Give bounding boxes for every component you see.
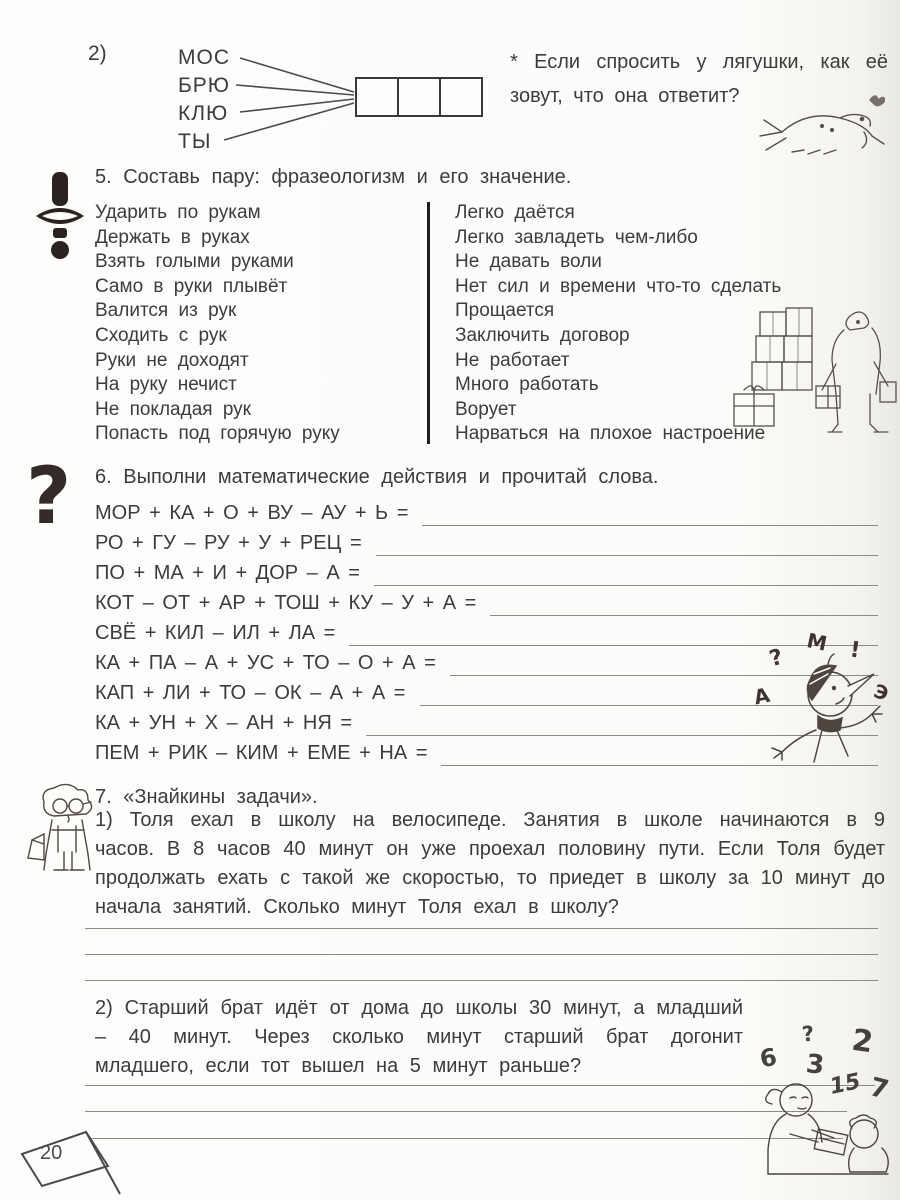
exercise6-title: 6. Выполни математические действия и прочитай слова. bbox=[95, 466, 659, 488]
equation-text: ПО + МА + И + ДОР – А = bbox=[95, 562, 360, 584]
syllable-bryu: БРЮ bbox=[178, 74, 231, 97]
list-item: Держать в руках bbox=[95, 226, 250, 248]
equation-text: КОТ – ОТ + АР + ТОШ + КУ – У + А = bbox=[95, 592, 477, 614]
syllable-klyu: КЛЮ bbox=[178, 102, 229, 125]
list-item: Взять голыми руками bbox=[95, 251, 294, 273]
frog-illustration bbox=[752, 92, 892, 160]
answer-cell-1[interactable] bbox=[355, 77, 399, 117]
list-item: Не работает bbox=[455, 349, 570, 371]
znayka-illustration bbox=[24, 782, 102, 882]
question-icon: ? bbox=[26, 452, 72, 542]
answer-blank[interactable] bbox=[376, 531, 878, 556]
frog-question-note: * Если спросить у лягушки, как её зовут, что она ответит? bbox=[510, 51, 888, 107]
list-item: Нарваться на плохое настроение bbox=[455, 423, 766, 445]
list-item: Попасть под горячую руку bbox=[95, 423, 340, 445]
problem-1-text: 1) Толя ехал в школу на велосипеде. Занятия в школе начинаются в 9 часов. В 8 часов 40 минут он уже проехал половину пути. Если Толя будет продолжать ехать с такой же скоростью, то приедет в школу за 10 минут до начала занятий. Сколько минут Толя ехал в школу? bbox=[95, 809, 885, 918]
doodle-number: 7 bbox=[866, 1072, 892, 1106]
answer-blank[interactable] bbox=[490, 591, 878, 616]
doodle-number: 3 bbox=[804, 1049, 826, 1081]
juggled-letter: ? bbox=[766, 644, 786, 673]
juggled-letter: ! bbox=[848, 637, 862, 664]
answer-line[interactable] bbox=[85, 1085, 875, 1086]
flag-shape bbox=[14, 1124, 124, 1196]
list-item: Руки не доходят bbox=[95, 349, 249, 371]
answer-cell-3[interactable] bbox=[441, 77, 483, 117]
list-item: Легко даётся bbox=[455, 202, 575, 223]
doodle-number: ? bbox=[800, 1021, 816, 1047]
syllable-mos: МОС bbox=[178, 46, 230, 69]
equation-text: СВЁ + КИЛ – ИЛ + ЛА = bbox=[95, 622, 336, 644]
list-item: Валится из рук bbox=[95, 300, 237, 322]
juggled-letter: М bbox=[804, 628, 830, 656]
list-item: Заключить договор bbox=[455, 324, 630, 346]
pinocchio-illustration bbox=[752, 622, 900, 792]
answer-line[interactable] bbox=[85, 928, 878, 929]
answer-line[interactable] bbox=[85, 954, 878, 955]
calculator-kids-illustration bbox=[757, 1021, 898, 1180]
equation-text: КАП + ЛИ + ТО – ОК – А + А = bbox=[95, 682, 406, 704]
column-divider bbox=[427, 202, 430, 444]
equation-text: ПЕМ + РИК – КИМ + ЕМЕ + НА = bbox=[95, 742, 428, 764]
problem-2-text: 2) Старший брат идёт от дома до школы 30 минут, а младший – 40 минут. Через сколько минут старший брат догонит младшего, если тот вышел на 5 минут раньше? bbox=[95, 997, 743, 1077]
doodle-number: 2 bbox=[849, 1022, 876, 1061]
answer-line[interactable] bbox=[85, 980, 878, 981]
list-item: Само в руки плывёт bbox=[95, 275, 288, 297]
answer-blank[interactable] bbox=[422, 501, 878, 526]
phraseologism-list bbox=[95, 201, 425, 447]
equation-text: КА + ПА – А + УС + ТО – О + А = bbox=[95, 652, 436, 674]
gift-boxes-man-illustration bbox=[732, 294, 897, 436]
exclamation-icon bbox=[34, 170, 86, 262]
juggled-letter: А bbox=[751, 682, 772, 710]
juggled-letter: Э bbox=[870, 680, 892, 706]
equation-text: КА + УН + Х – АН + НЯ = bbox=[95, 712, 352, 734]
list-item: Ворует bbox=[455, 398, 517, 420]
equation-row bbox=[95, 526, 878, 556]
list-item: Сходить с рук bbox=[95, 324, 227, 346]
equation-text: РО + ГУ – РУ + У + РЕЦ = bbox=[95, 532, 362, 554]
list-item: Не давать воли bbox=[455, 251, 602, 273]
list-item: Ударить по рукам bbox=[95, 202, 261, 223]
equation-text: МОР + КА + О + ВУ – АУ + Ь = bbox=[95, 502, 409, 524]
equation-row bbox=[95, 496, 878, 526]
answer-cell-2[interactable] bbox=[399, 77, 441, 117]
equation-row bbox=[95, 556, 878, 586]
answer-blank[interactable] bbox=[374, 561, 878, 586]
list-item: На руку нечист bbox=[95, 374, 237, 396]
syllable-ty: ТЫ bbox=[178, 130, 212, 153]
exercise5-title: 5. Составь пару: фразеологизм и его значение. bbox=[95, 166, 572, 188]
answer-line[interactable] bbox=[85, 1138, 843, 1139]
list-item: Прощается bbox=[455, 300, 555, 322]
list-item: Нет сил и времени что-то сделать bbox=[455, 275, 782, 297]
answer-cells bbox=[355, 77, 483, 117]
page-number-flag bbox=[14, 1124, 124, 1196]
exercise2-label: 2) bbox=[88, 42, 107, 65]
list-item: Много работать bbox=[455, 374, 599, 396]
page-number: 20 bbox=[40, 1142, 63, 1164]
answer-line[interactable] bbox=[85, 1111, 847, 1112]
list-item: Легко завладеть чем-либо bbox=[455, 226, 698, 248]
equation-row bbox=[95, 586, 878, 616]
doodle-number: 6 bbox=[757, 1042, 780, 1074]
connector-lines bbox=[212, 40, 357, 155]
exercise7-title: 7. «Знайкины задачи». bbox=[95, 786, 318, 808]
doodle-number: 15 bbox=[827, 1069, 863, 1100]
list-item: Не покладая рук bbox=[95, 398, 251, 420]
